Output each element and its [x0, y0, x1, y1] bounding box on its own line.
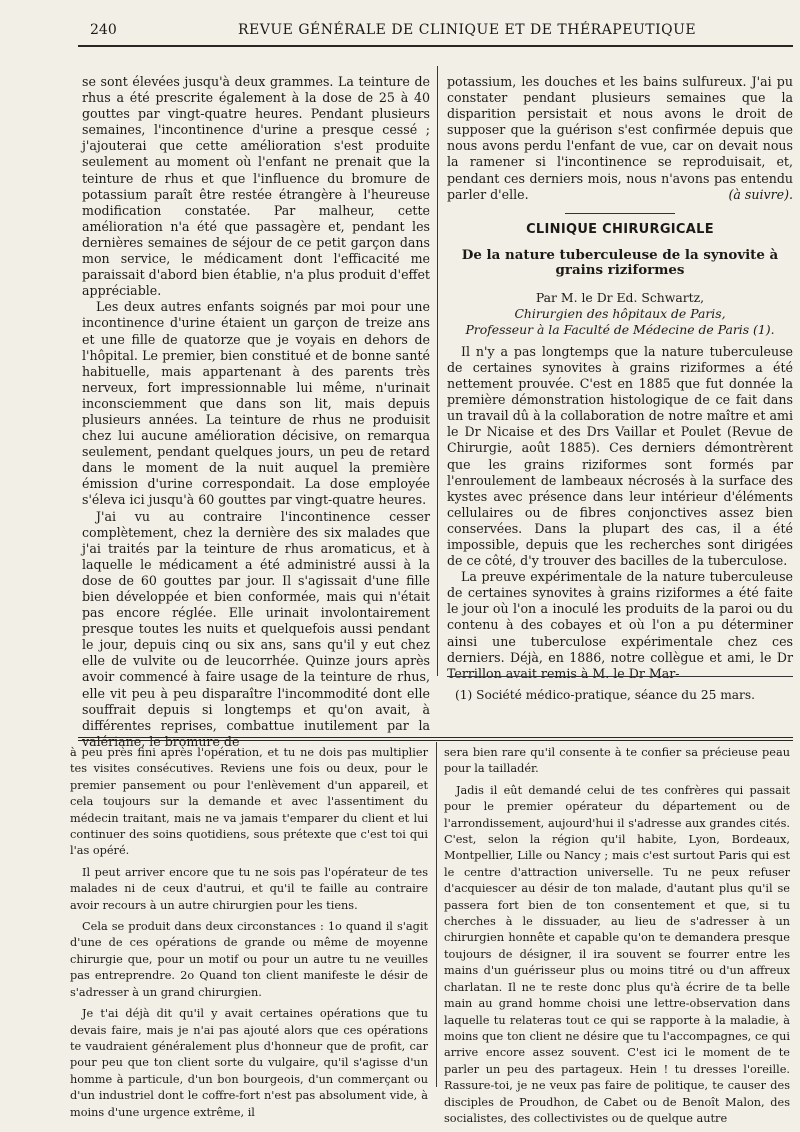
paragraph: se sont élevées jusqu'à deux grammes. La teinture de rhus a été prescrite également à la dose de 25 à 40 gouttes par vingt-quatre heures. Pendant plusieurs semaines, l'incontinence d'urine a presque cessé ; j'ajouterai que cette amélioration s'est produite seulement au moment où l'enfant ne prenait que la teinture de rhus et que l'influence du bromure de potassium paraît être restée étrangère à l'heureuse modification constatée. Par malheur, cette amélioration n'a été que passagère et, pendant les dernières semaines de séjour de ce petit garçon dans mon service, le médicament dont l'efficacité me paraissait d'abord bien établie, n'a plus produit d'effet appréciable.: [82, 74, 430, 299]
paragraph: sera bien rare qu'il consente à te confier sa précieuse peau pour la tailladér.: [444, 746, 790, 776]
column-divider: [437, 66, 438, 676]
affiliation: Chirurgien des hôpitaux de Paris,: [514, 305, 726, 321]
footnote: (1) Société médico-pratique, séance du 25 mars.: [455, 688, 755, 702]
paragraph: Il n'y a pas longtemps que la nature tuberculeuse de certaines synovites à grains riziformes a été nettement prouvée. C'est en 1885 que fut donnée la première démonstration histologique de ce fait dans un travail dû à la collaboration de notre maître et ami le Dr Nicaise et des Drs Vaillar et Poulet (Revue de Chirurgie, août 1885). Ces derniers démontrèrent que les grains riziformes sont formés par l'enroulement de lambeaux nécrosés à la surface des kystes avec présence dans leur intérieur d'éléments cellulaires ou de fibres conjonctives assez bien conservées. Dans la plupart des cas, il a été impossible, depuis que les recherches sont dirigées de ce côté, d'y trouver des bacilles de la tuberculose.: [447, 343, 793, 569]
lower-right-column: [444, 745, 790, 1132]
paragraph: Il peut arriver encore que tu ne sois pas l'opérateur de tes malades ni de ceux d'autrui, et qu'il te faille au contraire avoir recours à un autre chirurgien pour les tiens.: [70, 865, 428, 912]
upper-right-column: [447, 74, 793, 682]
section-rule: [78, 737, 793, 738]
footnote-rule: [447, 676, 793, 677]
section-rule: [78, 740, 793, 741]
article-title: De la nature tuberculeuse de la synovite à grains riziformes: [461, 246, 779, 278]
paragraph: J'ai vu au contraire l'incontinence cesser complètement, chez la dernière des six malades que j'ai traités par la teinture de rhus aromaticus, et à laquelle le médicament a été administré aussi à la dose de 60 gouttes par jour. Il s'agissait d'une fille bien développée et bien conformée, mais qui n'était pas encore réglée. Elle urinait involontairement presque toutes les nuits et quelquefois aussi pendant le jour, depuis cinq ou six ans, sans qu'il y eut chez elle de vulvite ou de leucorrhée. Quinze jours après avoir commencé à faire usage de la teinture de rhus, elle vit peu à peu disparaître l'incommodité dont elle souffrait depuis si longtemps et qu'on avait, à différentes reprises, combattue inutilement par la valériane, le bromure de: [82, 508, 430, 749]
paragraph: Les deux autres enfants soignés par moi pour une incontinence d'urine étaient un garçon de treize ans et une fille de quatorze que je voyais en dehors de l'hôpital. Le premier, bien constitué et de bonne santé habituelle, mais appartenant à des parents très nerveux, fort impressionnable lui même, n'urinait inconsciemment que dans son lit, mais depuis plusieurs années. La teinture de rhus ne produisit chez lui aucune amélioration décisive, on remarqua seulement, pendant quelques jours, un peu de retard dans le moment de la nuit auquel la première émission d'urine correspondait. La dose employée s'éleva ici jusqu'à 60 gouttes par vingt-quatre heures.: [82, 299, 430, 508]
author: Par M. le Dr Ed. Schwartz,: [535, 289, 705, 305]
running-title: REVUE GÉNÉRALE DE CLINIQUE ET DE THÉRAPEUTIQUE: [238, 22, 697, 38]
page-number: 240: [90, 22, 117, 38]
page-header: [78, 22, 778, 44]
upper-left-column: [82, 74, 430, 750]
section-title: CLINIQUE CHIRURGICALE: [526, 221, 714, 237]
byline: [447, 290, 793, 338]
affiliation: Professeur à la Faculté de Médecine de Paris (1).: [465, 321, 775, 337]
paragraph: Cela se produit dans deux circonstances : 1o quand il s'agit d'une de ces opérations de grande ou même de moyenne chirurgie que, pour un motif ou pour un autre tu ne veuilles pas entreprendre. 2o Quand ton client manifeste le désir de s'adresser à un grand chirurgien.: [70, 920, 428, 999]
a-suivre: (à suivre).: [728, 186, 793, 202]
column-divider: [436, 742, 437, 1087]
lower-left-column: [70, 745, 428, 1126]
paragraph: potassium, les douches et les bains sulfureux. J'ai pu constater pendant plusieurs semaines que la disparition persistait et nous avons le droit de supposer que la guérison s'est confirmée depuis que nous avons perdu l'enfant de vue, car on devait nous la ramener si l'incontinence se reproduisait, et, pendant ces derniers mois, nous n'avons pas entendu parler d'elle. (à suivre).: [447, 74, 793, 202]
paragraph: Je t'ai déjà dit qu'il y avait certaines opérations que tu devais faire, mais je n'ai pas ajouté alors que ces opérations te vaudraient généralement plus d'honneur que de profit, car pour peu que ton client sorte du vulgaire, qu'il s'agisse d'un homme à particule, d'un bon bourgeois, d'un commerçant ou d'un industriel dont le coffre-fort n'est pas absolument vide, à moins d'une urgence extrême, il: [70, 1007, 428, 1119]
paragraph: La preuve expérimentale de la nature tuberculeuse de certaines synovites à grains riziformes a été faite le jour où l'on a inoculé les produits de la paroi ou du contenu à des cobayes et où l'on a pu déterminer ainsi une tuberculose expérimentale chez ces derniers. Déjà, en 1886, notre collègue et ami, le Dr Terrillon avait remis à M. le Dr Mar-: [447, 569, 793, 681]
section-separator: [565, 213, 675, 214]
paragraph: à peu près fini après l'opération, et tu ne dois pas multiplier tes visites consécutives. Reviens une fois ou deux, pour le premier pansement ou pour l'enlèvement d'un appareil, et cela toujours sur la demande et avec l'assentiment du médecin traitant, mais ne va jamais t'emparer du client et lui continuer des soins quotidiens, sous prétexte que c'est toi qui l'as opéré.: [70, 746, 428, 858]
paragraph: Jadis il eût demandé celui de tes confrères qui passait pour le premier opérateur du département ou de l'arrondissement, aujourd'hui il s'adresse aux grandes cités. C'est, selon la région qu'il habite, Lyon, Bordeaux, Montpellier, Lille ou Nancy ; mais c'est surtout Paris qui est le centre d'attraction universelle. Tu ne peux refuser d'acquiescer au désir de ton malade, d'autant plus qu'il se passera fort bien de ton consentement et que, si tu cherches à le dissuader, au lieu de s'adresser à un chirurgien honnête et capable qu'on te demandera presque toujours de désigner, il ira souvent se fourrer entre les mains d'un guérisseur plus ou moins titré ou d'un affreux charlatan. Il ne te reste donc plus qu'à écrire de ta belle main au grand homme choisi une lettre-observation dans laquelle tu relateras tout ce qui se rapporte à la maladie, à moins que ton client ne désire que tu l'accompagnes, ce qui arrive encore assez souvent. C'est ici le moment de te parler un peu des partageux. Hein ! tu dresses l'oreille. Rassure-toi, je ne veux pas faire de politique, te causer des disciples de Proudhon, de Cabet ou de Benoît Malon, des socialistes, des collectivistes ou de quelque autre: [444, 783, 790, 1125]
header-rule: [78, 45, 793, 47]
